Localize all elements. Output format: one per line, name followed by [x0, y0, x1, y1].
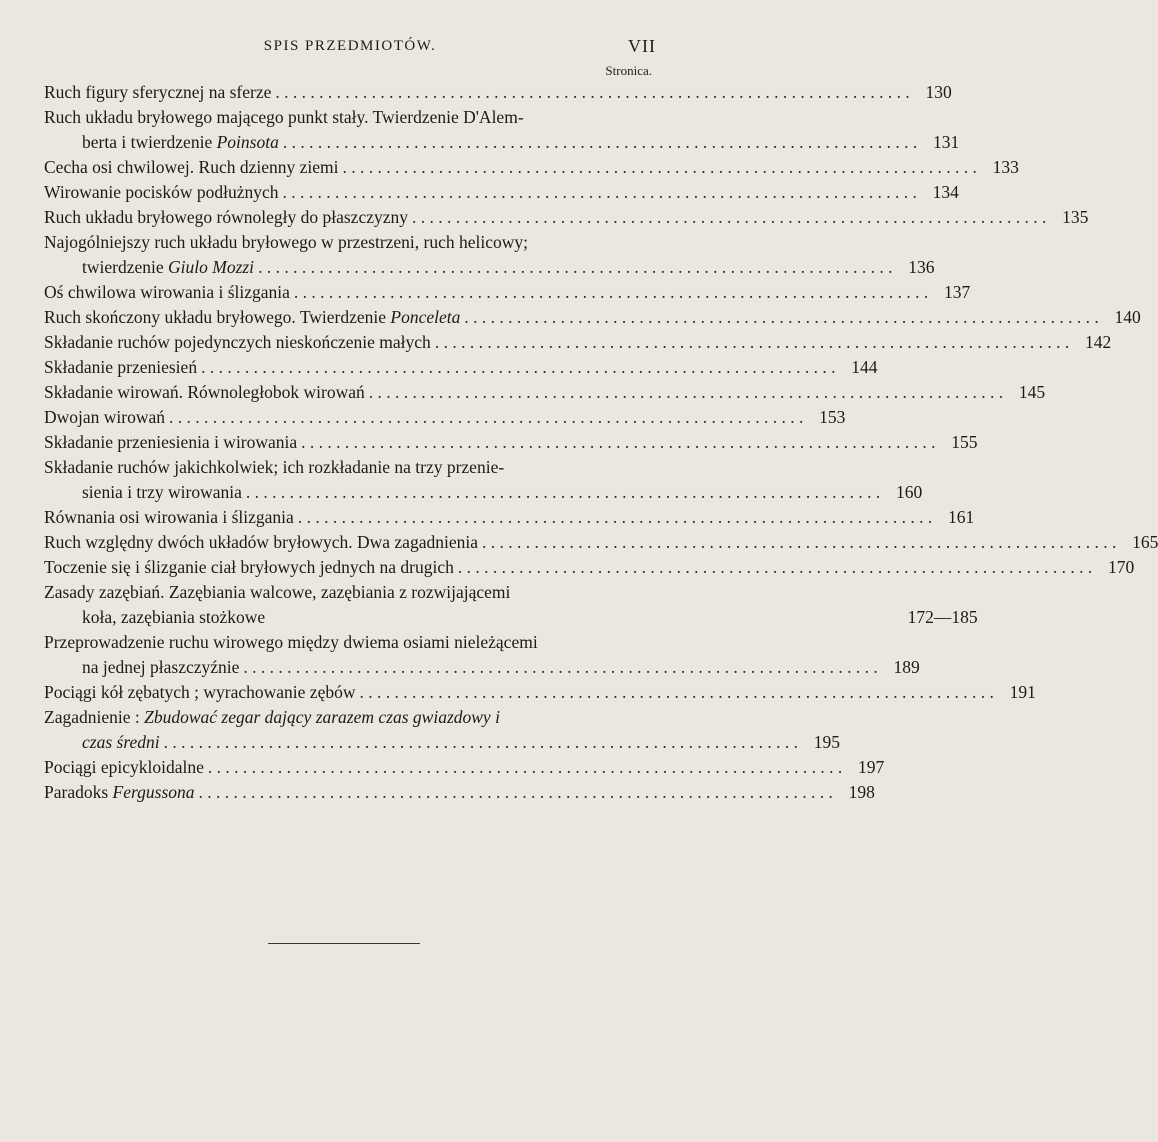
toc-entry	[44, 630, 920, 680]
column-label-stronica: Stronica.	[605, 63, 652, 78]
leader-dots	[199, 780, 833, 805]
toc-entry-page: 155	[951, 432, 978, 452]
toc-entry-line	[44, 305, 1141, 330]
toc-entry	[44, 430, 978, 455]
toc-entry-page: 195	[813, 732, 840, 752]
toc-entry-title: Składanie przeniesień	[44, 357, 198, 377]
toc-entry-page: 189	[893, 657, 920, 677]
toc-entry-title: Dwojan wirowań	[44, 407, 166, 427]
toc-entry	[44, 380, 1046, 405]
toc-entry-page: 144	[851, 357, 878, 377]
toc-entry-line	[44, 730, 840, 755]
toc-entry-title: Paradoks Fergussona	[44, 782, 195, 802]
leader-dots	[298, 505, 932, 530]
toc-entry-line	[44, 205, 1089, 230]
toc-entry-first-line: Przeprowadzenie ruchu wirowego między dwiema osiami nieleżącemi	[44, 632, 538, 652]
toc-entry-line	[44, 505, 975, 530]
table-of-contents	[44, 80, 1158, 805]
toc-entry	[44, 680, 1036, 705]
toc-entry-page: 140	[1114, 307, 1141, 327]
toc-entry-line	[44, 80, 952, 105]
toc-entry	[44, 355, 878, 380]
leader-dots	[283, 130, 917, 155]
leader-dots	[294, 280, 928, 305]
toc-entry-title: sienia i trzy wirowania	[82, 482, 242, 502]
page-number: VII	[628, 36, 656, 56]
toc-entry-line	[44, 180, 959, 205]
toc-entry	[44, 205, 1089, 230]
toc-entry-page: 145	[1018, 382, 1046, 402]
toc-entry-title: Ruch skończony układu bryłowego. Twierdzenie Ponceleta	[44, 307, 461, 327]
toc-entry-line	[44, 480, 923, 505]
toc-entry-title: Składanie przeniesienia i wirowania	[44, 432, 298, 452]
toc-entry-line	[44, 655, 920, 680]
toc-entry-title: Składanie ruchów pojedynczych nieskończenie małych	[44, 332, 431, 352]
leader-dots	[246, 480, 880, 505]
toc-entry-line	[44, 255, 935, 280]
toc-entry-line	[44, 555, 1135, 580]
divider-rule	[268, 943, 420, 944]
toc-entry-title: Ruch figury sferycznej na sferze	[44, 82, 272, 102]
toc-entry-page: 197	[858, 757, 885, 777]
toc-entry-line	[44, 355, 878, 380]
toc-entry-page: 170	[1108, 557, 1135, 577]
leader-dots	[359, 680, 993, 705]
toc-entry-title: Pociągi kół zębatych ; wyrachowanie zębów	[44, 682, 356, 702]
toc-entry-line	[44, 680, 1036, 705]
toc-entry-line	[44, 280, 971, 305]
toc-entry-line	[44, 605, 978, 630]
toc-entry-title: Ruch względny dwóch układów bryłowych. Dwa zagadnienia	[44, 532, 478, 552]
toc-entry	[44, 780, 875, 805]
toc-entry-title: Pociągi epicykloidalne	[44, 757, 204, 777]
toc-entry-first-line: Najogólniejszy ruch układu bryłowego w przestrzeni, ruch helicowy;	[44, 232, 529, 252]
toc-entry-title: czas średni	[82, 732, 160, 752]
toc-entry-page: 153	[819, 407, 846, 427]
toc-entry	[44, 555, 1135, 580]
toc-entry-title: Cecha osi chwilowej. Ruch dzienny ziemi	[44, 157, 339, 177]
toc-entry-page: 136	[908, 257, 935, 277]
toc-entry-page: 198	[848, 782, 875, 802]
toc-entry-first-line: Ruch układu bryłowego mającego punkt stały. Twierdzenie D'Alem-	[44, 107, 524, 127]
leader-dots	[169, 405, 803, 430]
toc-entry-page: 172—185	[907, 607, 978, 627]
toc-entry-first-line: Składanie ruchów jakichkolwiek; ich rozkładanie na trzy przenie-	[44, 457, 505, 477]
toc-entry	[44, 80, 952, 105]
toc-entry-title: Składanie wirowań. Równoległobok wirowań	[44, 382, 365, 402]
toc-entry	[44, 105, 960, 155]
toc-entry-line	[44, 380, 1046, 405]
toc-entry-line	[44, 130, 960, 155]
toc-entry	[44, 180, 959, 205]
toc-entry-page: 131	[932, 132, 960, 152]
toc-entry-title: twierdzenie Giulo Mozzi	[82, 257, 255, 277]
toc-entry	[44, 530, 1158, 555]
page-header	[44, 36, 656, 60]
toc-entry-title: Równania osi wirowania i ślizgania	[44, 507, 294, 527]
leader-dots	[343, 155, 977, 180]
toc-entry	[44, 705, 840, 755]
toc-entry-title: na jednej płaszczyźnie	[82, 657, 240, 677]
toc-entry	[44, 155, 1019, 180]
toc-entry-line	[44, 780, 875, 805]
toc-entry-line	[44, 330, 1112, 355]
toc-entry-first-line: Zagadnienie : Zbudować zegar dający zarazem czas gwiazdowy i	[44, 707, 500, 727]
toc-entry-page: 137	[944, 282, 971, 302]
toc-entry	[44, 230, 935, 280]
toc-entry	[44, 580, 978, 630]
toc-entry-line	[44, 530, 1158, 555]
leader-dots	[258, 255, 892, 280]
toc-entry-page: 191	[1009, 682, 1036, 702]
toc-entry	[44, 505, 975, 530]
toc-entry-page: 135	[1062, 207, 1089, 227]
toc-entry-line	[44, 155, 1019, 180]
leader-dots	[482, 530, 1116, 555]
toc-entry-page: 142	[1084, 332, 1112, 352]
toc-entry	[44, 330, 1112, 355]
toc-entry	[44, 455, 923, 505]
toc-entry	[44, 305, 1141, 330]
leader-dots	[301, 430, 935, 455]
leader-dots	[208, 755, 842, 780]
toc-entry-title: Ruch układu bryłowego równoległy do płaszczyzny	[44, 207, 409, 227]
toc-entry-page: 165	[1132, 532, 1158, 552]
toc-entry	[44, 405, 846, 430]
toc-entry-title: Toczenie się i ślizganie ciał bryłowych jednych na drugich	[44, 557, 454, 577]
toc-entry-page: 160	[896, 482, 923, 502]
toc-entry-title: berta i twierdzenie Poinsota	[82, 132, 279, 152]
toc-entry-page: 130	[925, 82, 952, 102]
toc-entry-page: 134	[932, 182, 959, 202]
toc-entry	[44, 280, 971, 305]
leader-dots	[435, 330, 1069, 355]
toc-entry-page: 133	[992, 157, 1019, 177]
page-title: SPIS PRZEDMIOTÓW.	[263, 38, 437, 54]
toc-entry	[44, 755, 885, 780]
toc-entry-page: 161	[947, 507, 975, 527]
leader-dots	[164, 730, 798, 755]
toc-entry-title: Oś chwilowa wirowania i ślizgania	[44, 282, 290, 302]
toc-entry-title: Wirowanie pocisków podłużnych	[44, 182, 279, 202]
toc-entry-first-line: Zasady zazębiań. Zazębiania walcowe, zazębiania z rozwijającemi	[44, 582, 511, 602]
leader-dots	[369, 380, 1003, 405]
toc-entry-line	[44, 755, 885, 780]
leader-dots	[412, 205, 1046, 230]
leader-dots	[458, 555, 1092, 580]
leader-dots	[201, 355, 835, 380]
leader-dots	[243, 655, 877, 680]
toc-entry-title: koła, zazębiania stożkowe	[82, 607, 266, 627]
toc-entry-line	[44, 430, 978, 455]
leader-dots	[275, 80, 909, 105]
leader-dots	[283, 180, 917, 205]
leader-dots	[464, 305, 1098, 330]
toc-entry-line	[44, 405, 846, 430]
